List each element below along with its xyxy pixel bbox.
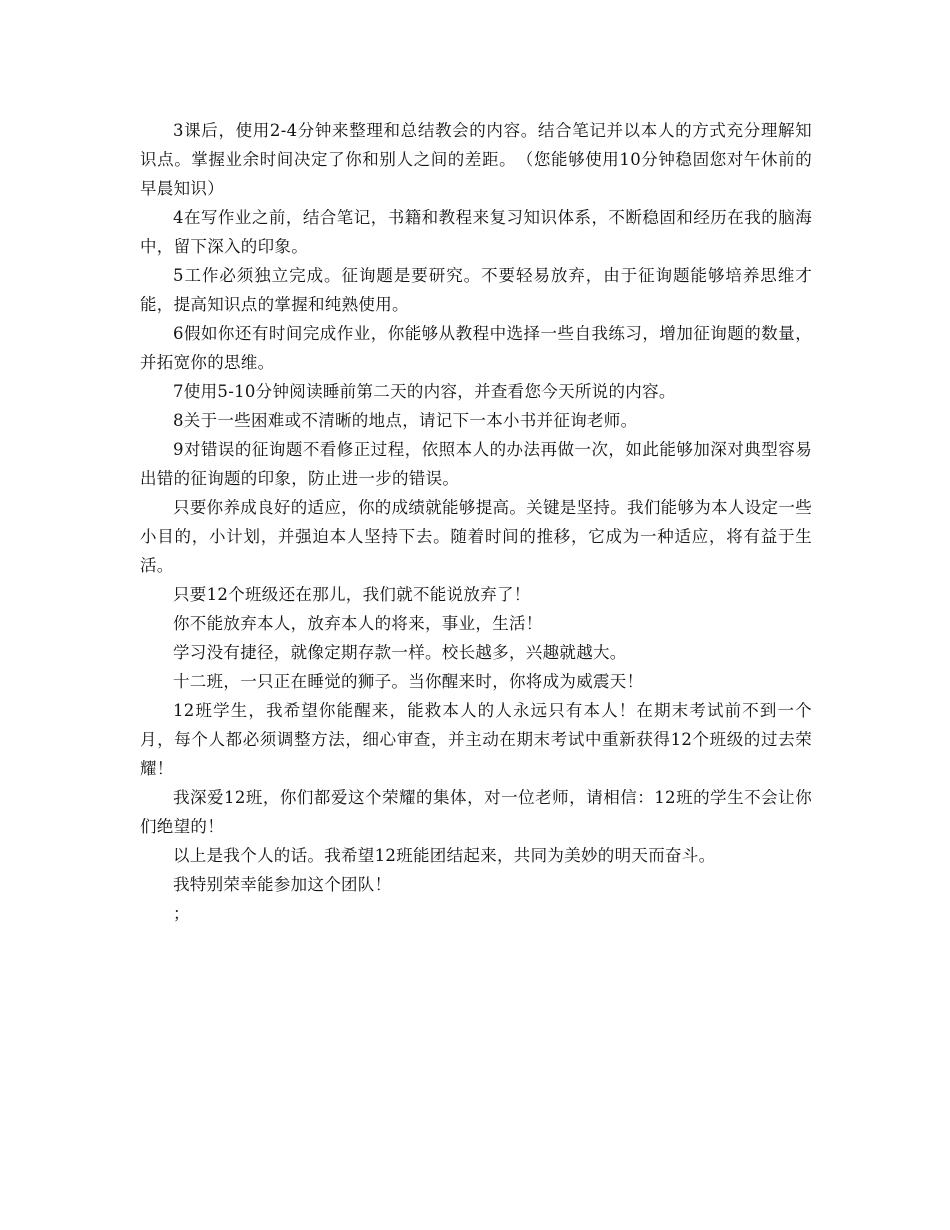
paragraph-trailing-mark: ； (173, 904, 190, 923)
paragraph-study-tip-6: 6假如你还有时间完成作业，你能够从教程中选择一些自我练习，增加征询题的数量，并拓宽你的思维。 (140, 324, 812, 372)
paragraph-future: 你不能放弃本人，放弃本人的将来，事业，生活！ (173, 614, 543, 633)
paragraph-sleeping-lion: 十二班，一只正在睡觉的狮子。当你醒来时，你将成为威震天！ (173, 672, 644, 691)
paragraph-study-tip-9: 9对错误的征询题不看修正过程，依照本人的办法再做一次，如此能够加深对典型容易出错的征询题的印象，防止进一步的错误。 (140, 440, 812, 488)
paragraph-habit: 只要你养成良好的适应，你的成绩就能够提高。关键是坚持。我们能够为本人设定一些小目的，小计划，并强迫本人坚持下去。随着时间的推移，它成为一种适应，将有益于生活。 (140, 498, 812, 575)
document-body (140, 116, 812, 928)
paragraph-love-class: 我深爱12班，你们都爱这个荣耀的集体，对一位老师，请相信：12班的学生不会让你们绝望的！ (140, 788, 812, 836)
paragraph-dont-give-up: 只要12个班级还在那儿，我们就不能说放弃了！ (173, 585, 531, 604)
paragraph-no-shortcut: 学习没有捷径，就像定期存款一样。校长越多，兴趣就越大。 (173, 643, 627, 662)
paragraph-study-tip-5: 5工作必须独立完成。征询题是要研究。不要轻易放弃，由于征询题能够培养思维才能，提高知识点的掌握和纯熟使用。 (140, 266, 812, 314)
paragraph-unite: 以上是我个人的话。我希望12班能团结起来，共同为美妙的明天而奋斗。 (173, 846, 716, 865)
paragraph-honored: 我特别荣幸能参加这个团队！ (173, 875, 392, 894)
paragraph-study-tip-4: 4在写作业之前，结合笔记，书籍和教程来复习知识体系，不断稳固和经历在我的脑海中，留下深入的印象。 (140, 208, 812, 256)
paragraph-study-tip-7: 7使用5-10分钟阅读睡前第二天的内容，并查看您今天所说的内容。 (173, 382, 676, 401)
paragraph-study-tip-8: 8关于一些困难或不清晰的地点，请记下一本小书并征询老师。 (173, 411, 638, 430)
paragraph-wake-up: 12班学生，我希望你能醒来，能救本人的人永远只有本人！在期末考试前不到一个月，每个人都必须调整方法，细心审查，并主动在期末考试中重新获得12个班级的过去荣耀！ (140, 701, 812, 778)
paragraph-study-tip-3: 3课后，使用2-4分钟来整理和总结教会的内容。结合笔记并以本人的方式充分理解知识点。掌握业余时间决定了你和别人之间的差距。 （您能够使用10分钟稳固您对午休前的早晨知识） (140, 121, 812, 198)
